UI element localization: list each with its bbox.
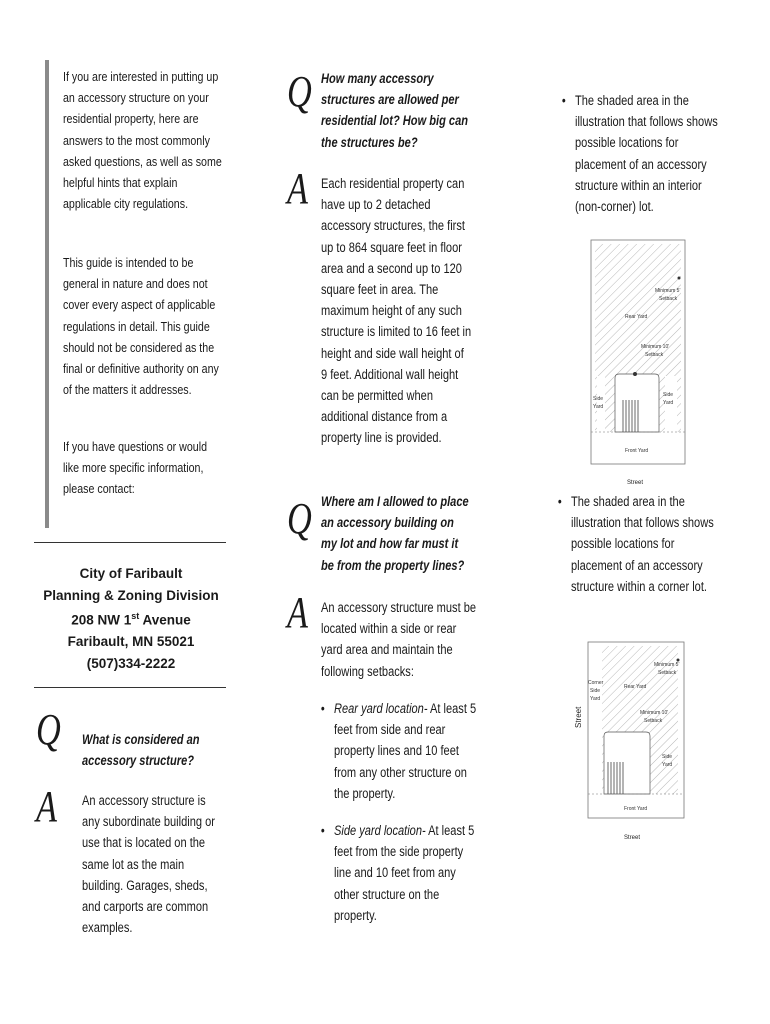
q1-question: What is considered an accessory structure? <box>82 732 200 769</box>
q3-question: Where am I allowed to place an accessory building on my lot and how far must it be from the property lines? <box>321 494 469 573</box>
intro-paragraph-2: This guide is intended to be general in nature and does not cover every aspect of applicable regulations in detail. This guide should not be considered as the final or definitive authority on any of the matters it addresses. <box>63 255 219 398</box>
corner-lot-diagram <box>572 640 692 845</box>
a1-answer: An accessory structure is any subordinate building or use that is located on the same lot as the main building. Garages, sheds, and carports are common examples. <box>82 793 215 936</box>
a2-answer: Each residential property can have up to 2 detached accessory structures, the first up to 864 square feet in floor area and a second up to 120 square feet in area. The maximum height of any such structure is limited to 16 feet in height and side wall height of 9 feet. Additional wall height can be permitted when additional distance from a property line is provided. <box>321 176 472 446</box>
contact-division: Planning & Zoning Division <box>43 587 219 603</box>
contact-org: City of Faribault <box>79 566 183 581</box>
a2-letter: A <box>287 164 308 213</box>
interior-lot-diagram <box>583 238 693 488</box>
d1-min5-label: Minimum 5' <box>655 288 681 294</box>
contact-top-divider <box>34 542 226 543</box>
bullet-rear-yard: • Rear yard location- At least 5 feet from side and rear property lines and 10 feet from any other structure on the property. <box>334 698 478 804</box>
d1-rear-yard-label: Rear Yard <box>625 314 648 320</box>
intro-paragraph-3: If you have questions or would like more specific information, please contact: <box>63 439 207 497</box>
bullet-interior-lot: • The shaded area in the illustration that follows shows possible locations for placement of an accessory structure within an interior (non-corner) lot. <box>575 90 727 217</box>
d1-street-label: Street <box>627 480 644 486</box>
d2-street-label: Street <box>624 835 641 841</box>
bullet-corner-lot: • The shaded area in the illustration that follows shows possible locations for placement of an accessory structure within a corner lot. <box>571 491 725 597</box>
bullet-dot: • <box>561 93 566 108</box>
d2-min5-label: Minimum 5' <box>654 662 680 668</box>
d1-setback2-label: Setback <box>645 352 664 358</box>
a3-answer: An accessory structure must be located within a side or rear yard area and maintain the following setbacks: <box>321 600 477 679</box>
sidebar-rule <box>45 60 49 528</box>
d1-yard-right-label: Yard <box>663 400 674 406</box>
q1-letter: Q <box>36 705 61 754</box>
d2-setback2-label: Setback <box>644 718 663 724</box>
contact-bottom-divider <box>34 687 226 688</box>
q2-question: How many accessory structures are allowed per residential lot? How big can the structures be? <box>321 71 469 150</box>
d1-side-label: Side <box>593 396 604 402</box>
d2-front-yard-label: Front Yard <box>624 806 648 812</box>
contact-city: Faribault, MN 55021 <box>67 634 195 649</box>
d1-min10-label: Minimum 10' <box>641 344 670 350</box>
d1-yard-label: Yard <box>593 404 604 410</box>
contact-block <box>36 563 226 674</box>
d2-setback-label: Setback <box>658 670 677 676</box>
d2-yard-label: Yard <box>590 696 601 702</box>
d1-front-yard-label: Front Yard <box>625 448 649 454</box>
q2-letter: Q <box>287 67 312 116</box>
q3-letter: Q <box>287 494 312 543</box>
d2-corner-label: Corner <box>588 680 604 686</box>
d2-side-label: Side <box>590 688 601 694</box>
bullet-dot: • <box>320 823 325 838</box>
a1-letter: A <box>36 782 57 831</box>
bullet-dot: • <box>557 494 562 509</box>
bullet-side-yard: • Side yard location- At least 5 feet from the side property line and 10 feet from any other structure on the property. <box>334 820 478 926</box>
contact-address: 208 NW 1st Avenue <box>71 611 191 628</box>
a3-letter: A <box>287 588 308 637</box>
d2-street-side-label: Street <box>574 706 583 728</box>
d2-rear-yard-label: Rear Yard <box>624 684 647 690</box>
d1-setback-label: Setback <box>659 296 678 302</box>
bullet-dot: • <box>320 701 325 716</box>
d2-min10-label: Minimum 10' <box>640 710 669 716</box>
contact-phone: (507)334-2222 <box>86 655 176 671</box>
d2-side-right-label: Side <box>662 754 673 760</box>
d1-side-right-label: Side <box>663 392 674 398</box>
intro-paragraph-1: If you are interested in putting up an accessory structure on your residential property, here are answers to the most commonly asked questions, as well as some helpful hints that explain applicable city regulations. <box>63 69 222 212</box>
d2-yard-right-label: Yard <box>662 762 673 768</box>
